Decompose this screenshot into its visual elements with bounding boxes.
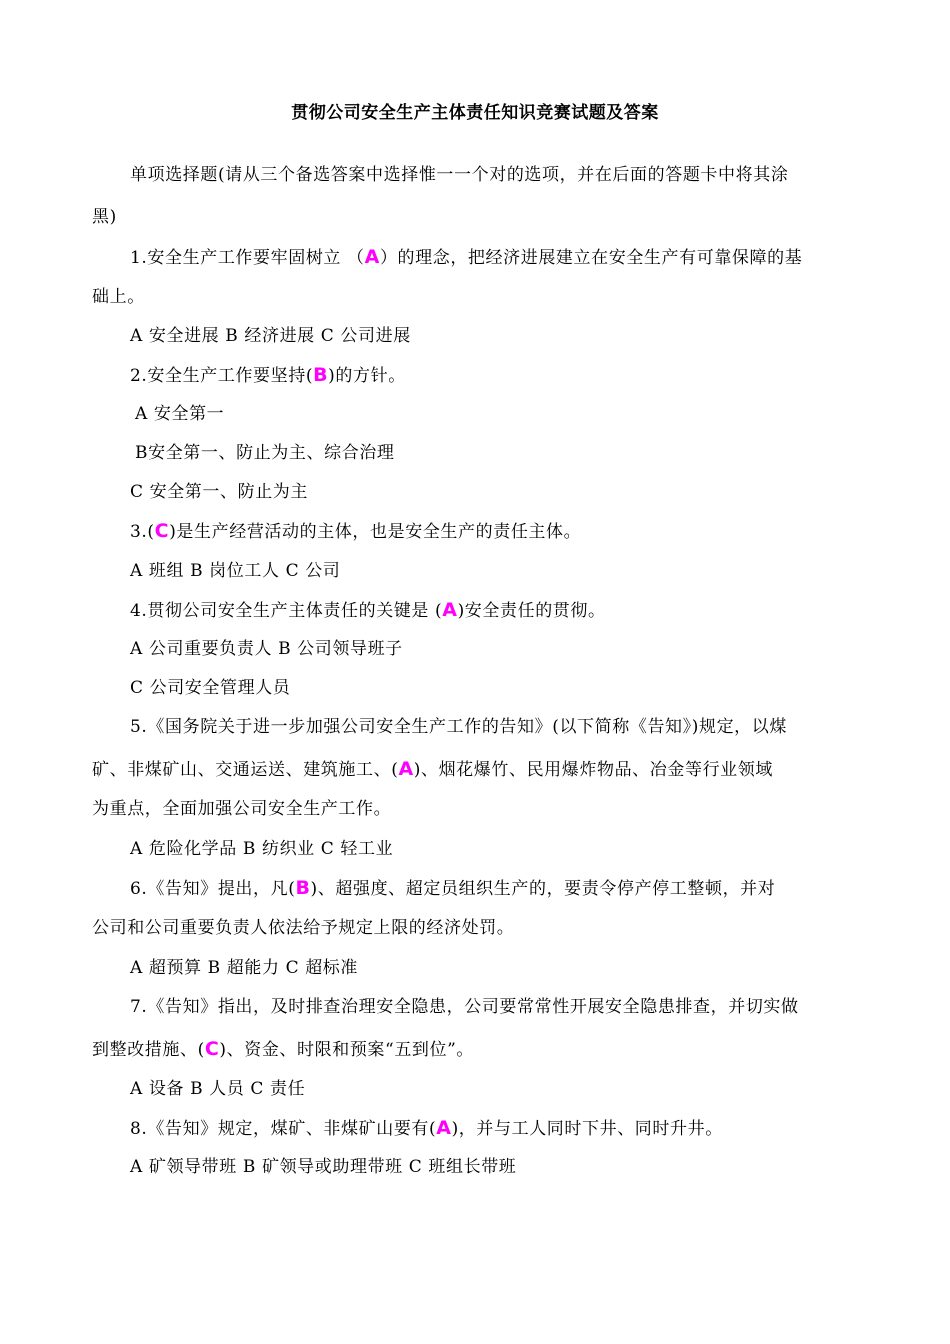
question-4-options-1: A 公司重要负责人 B 公司领导班子 [130, 639, 403, 659]
question-7-answer: C [204, 1038, 220, 1060]
intro-line-1: 单项选择题(请从三个备选答案中选择惟一一个对的选项，并在后面的答题卡中将其涂 [130, 165, 789, 185]
question-6-answer: B [295, 877, 311, 899]
intro-line-2: 黑) [92, 207, 117, 227]
question-2-text-pre: 2.安全生产工作要坚持( [130, 366, 314, 386]
question-1-text-post: ）的理念，把经济进展建立在安全生产有可靠保障的基 [379, 248, 803, 268]
question-2 [130, 363, 406, 388]
question-7-text-post: )、资金、时限和预案“五到位”。 [219, 1040, 475, 1060]
question-3-text-pre: 3.( [130, 522, 155, 542]
question-1 [130, 245, 802, 270]
question-8-text-post: )，并与工人同时下井、同时升井。 [451, 1119, 723, 1139]
question-8-text-pre: 8.《告知》规定，煤矿、非煤矿山要有( [130, 1119, 437, 1139]
question-5-line-3: 为重点，全面加强公司安全生产工作。 [92, 799, 392, 819]
question-4-options-2: C 公司安全管理人员 [130, 678, 291, 698]
question-7-options: A 设备 B 人员 C 责任 [130, 1079, 306, 1099]
question-8-options: A 矿领导带班 B 矿领导或助理带班 C 班组长带班 [130, 1157, 517, 1177]
question-1-text-pre: 1.安全生产工作要牢固树立 （ [130, 248, 365, 268]
question-4 [130, 598, 606, 623]
question-4-text-post: )安全责任的贯彻。 [457, 601, 606, 621]
question-3-options: A 班组 B 岗位工人 C 公司 [130, 561, 341, 581]
question-3-text-post: )是生产经营活动的主体，也是安全生产的责任主体。 [169, 522, 582, 542]
question-2-answer: B [313, 364, 329, 386]
question-5-options: A 危险化学品 B 纺织业 C 轻工业 [130, 839, 394, 859]
question-5-line-2 [92, 757, 773, 782]
question-7-line-2 [92, 1037, 474, 1062]
question-3-answer: C [154, 520, 170, 542]
question-5-text-post: )、烟花爆竹、民用爆炸物品、冶金等行业领域 [413, 760, 773, 780]
question-6-options: A 超预算 B 超能力 C 超标准 [130, 958, 358, 978]
question-5-answer: A [398, 758, 414, 780]
document-title: 贯彻公司安全生产主体责任知识竞赛试题及答案 [291, 103, 659, 123]
question-8-answer: A [436, 1117, 452, 1139]
question-6-text-post: )、超强度、超定员组织生产的，要责令停产停工整顿，并对 [310, 879, 776, 899]
question-1-line-2: 础上。 [92, 287, 145, 307]
question-7-line-1: 7.《告知》指出，及时排查治理安全隐患，公司要常常性开展安全隐患排查，并切实做 [130, 997, 799, 1017]
question-7-text-pre: 到整改措施、( [92, 1040, 205, 1060]
question-6-line-2: 公司和公司重要负责人依法给予规定上限的经济处罚。 [92, 918, 515, 938]
question-1-options: A 安全进展 B 经济进展 C 公司进展 [130, 326, 411, 346]
question-5-text-pre: 矿、非煤矿山、交通运送、建筑施工、( [92, 760, 399, 780]
question-2-option-b: B安全第一、防止为主、综合治理 [135, 443, 395, 463]
question-2-option-c: C 安全第一、防止为主 [130, 482, 309, 502]
question-5-line-1: 5.《国务院关于进一步加强公司安全生产工作的告知》(以下简称《告知》)规定，以煤 [130, 717, 787, 737]
question-6-text-pre: 6.《告知》提出，凡( [130, 879, 296, 899]
question-2-option-a: A 安全第一 [135, 404, 225, 424]
question-1-answer: A [364, 246, 380, 268]
question-3 [130, 519, 581, 544]
question-4-answer: A [442, 599, 458, 621]
question-6 [130, 876, 775, 901]
question-4-text-pre: 4.贯彻公司安全生产主体责任的关键是 ( [130, 601, 443, 621]
question-2-text-post: )的方针。 [328, 366, 406, 386]
question-8 [130, 1116, 723, 1141]
